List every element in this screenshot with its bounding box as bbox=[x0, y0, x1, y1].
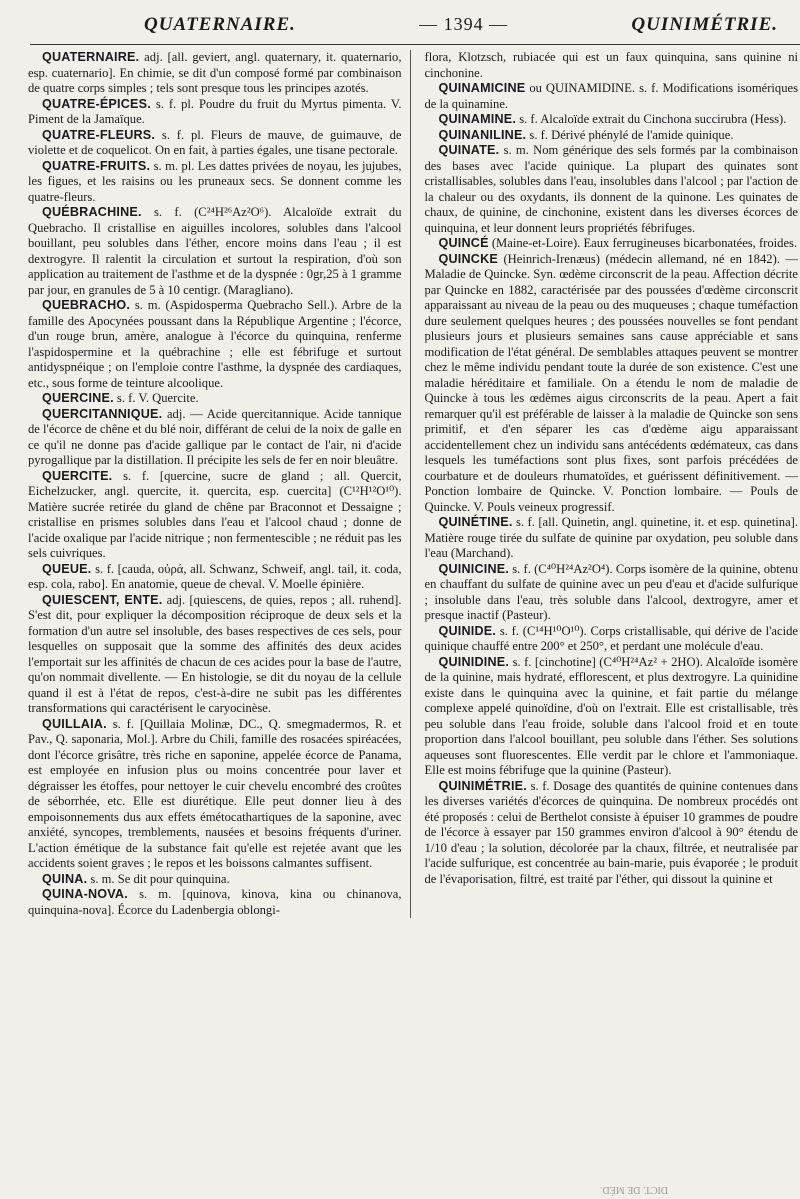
dictionary-entry bbox=[425, 562, 799, 624]
entry-headword: QUINA-NOVA. bbox=[42, 887, 128, 901]
entry-text: s. m. (Aspidosperma Quebracho Sell.). Arbre de la famille des Apocynées poussant dans la République Argentine ; l'écorce, d'un rouge brun, amère, analogue à l'écorce du quinquina, renferme l'aspidospermine et la québrachine ; elle est fébrifuge et surtout antidyspnéique ; on l'emploie contre l'asthme, la dyspnée des cardiaques, etc., sous forme de teinture alcoolique. bbox=[28, 298, 402, 390]
entry-text: (Maine-et-Loire). Eaux ferrugineuses bicarbonatées, froides. bbox=[488, 236, 798, 250]
dictionary-entry bbox=[28, 407, 402, 469]
entry-headword: QUÉBRACHINE. bbox=[42, 205, 142, 219]
text-columns bbox=[28, 50, 798, 918]
entry-text: s. m. [quinova, kinova, kina ou chinanova, quinquina-nova]. Écorce du Ladenbergia oblongi- bbox=[28, 887, 402, 917]
dictionary-entry bbox=[28, 391, 402, 407]
dictionary-entry bbox=[28, 593, 402, 717]
dictionary-entry bbox=[28, 469, 402, 562]
entry-text: s. f. pl. Poudre du fruit du Myrtus pimenta. V. Piment de la Jamaïque. bbox=[28, 96, 402, 126]
entry-headword: QUATRE-FRUITS. bbox=[42, 158, 151, 173]
entry-headword: QUINÉTINE. bbox=[438, 515, 513, 529]
header-left-word: QUATERNAIRE. bbox=[144, 14, 296, 35]
dictionary-entry bbox=[425, 252, 799, 516]
entry-headword: QUATRE-FLEURS. bbox=[42, 127, 156, 142]
entry-text: s. m. Nom générique des sels formés par la combinaison des bases avec l'acide quinique. La plupart des quinates sont cristallisables, solubles dans l'eau, insolubles dans l'alcool ; par l'action de la chaleur ou des oxydants, ils donnent de la quinone. Les quinates de chaux, de quinine, de cinchonine, existent dans les diverses écorces de quinquina, et leur donnent leurs propriétés fébrifuges. bbox=[424, 143, 798, 235]
dictionary-entry bbox=[425, 128, 799, 144]
dictionary-entry bbox=[28, 159, 402, 206]
entry-text: s. m. Se dit pour quinquina. bbox=[87, 871, 230, 886]
dictionary-entry bbox=[425, 112, 799, 128]
dictionary-entry bbox=[28, 562, 402, 593]
dictionary-entry bbox=[28, 128, 402, 159]
dictionary-entry bbox=[425, 50, 799, 81]
dictionary-entry bbox=[425, 143, 799, 236]
entry-headword: QUINIDINE. bbox=[438, 654, 510, 669]
entry-text: s. m. pl. Les dattes privées de noyau, les jujubes, les figues, et les raisins ou les pruneaux secs. Se donnent comme les quatre-fleurs. bbox=[28, 158, 402, 204]
dictionary-entry bbox=[28, 872, 402, 888]
entry-headword: QUINANILINE. bbox=[438, 127, 527, 142]
entry-headword: QUINAMICINE bbox=[438, 81, 526, 95]
entry-text: s. f. pl. Fleurs de mauve, de guimauve, de violette et de coquelicot. On en fait, à parties égales, une tisane pectorale. bbox=[28, 127, 402, 157]
entry-text: s. f. [cinchotine] (C⁴⁰H²⁴Az² + 2HO). Alcaloïde isomère de la quinine, mais hydraté, efflorescent, et plus dextrogyre. La quinidine existe dans le quinquina avec la quinine, et fait partie du mélange complexe appelé quinoïdine, d'où on l'extrait. Elle est cristallisable, très peu soluble dans l'eau froide, soluble dans l'alcool froid et en toute proportion dans l'alcool bouillant, peu soluble dans l'éther. Ses solutions aqueuses sont fluorescentes. Elle verdit par le chlore et l'ammoniaque. Elle est moins fébrifuge que la quinine (Pasteur). bbox=[424, 654, 798, 777]
footer-mark: DICT. DE MÉD. bbox=[600, 1184, 669, 1195]
dictionary-entry bbox=[28, 298, 402, 391]
entry-text: adj. [all. geviert, angl. quaternary, it. quaternario, esp. cuaternario]. En chimie, se dit d'un composé formé par combinaison de quatre corps simples ; tels sont presque tous les principes azotés. bbox=[28, 50, 402, 95]
dictionary-entry bbox=[28, 50, 402, 97]
entry-text: flora, Klotzsch, rubiacée qui est un faux quinquina, sans quinine ni cinchonine. bbox=[424, 50, 798, 80]
entry-text: s. f. [quercine, sucre de gland ; all. Quercit, Eichelzucker, angl. quercite, it. quercita, esp. cuercita] (C¹²H¹²O¹⁰). Matière sucrée retirée du gland de chêne par Braconnot et Dessaigne ; cristallise en prismes solubles dans l'eau et l'alcool chaud ; donne de l'acide oxalique par l'acide nitrique ; non fermentescible ; ne réduit pas les sels cuivriques. bbox=[28, 468, 402, 560]
left-column bbox=[28, 50, 411, 918]
entry-text: s. f. Alcaloïde extrait du Cinchona succirubra (Hess). bbox=[516, 112, 787, 126]
dictionary-entry bbox=[28, 887, 402, 918]
entry-text: s. f. [all. Quinetin, angl. quinetine, it. et esp. quinetina]. Matière rouge tirée du sulfate de quinine par oxydation, peu soluble dans l'eau (Marchand). bbox=[424, 515, 798, 560]
page-number: — 1394 — bbox=[419, 14, 509, 34]
entry-text: s. f. Dosage des quantités de quinine contenues dans les diverses variétés d'écorces de quinquina. De nombreux procédés ont été proposés : celui de Berthelot consiste à épuiser 10 grammes de poudre de l'écorce à essayer par 150 grammes environ d'alcool à 90° étendu de 1/10 d'eau ; la solution, décolorée par la chaux, filtrée, et neutralisée par l'acide sulfurique, est concentrée au bain-marie, puis évaporée ; le produit de l'évaporisation, filtré, est traité par l'éther, qui dissout la quinine et bbox=[424, 778, 798, 886]
entry-headword: QUATERNAIRE. bbox=[42, 50, 140, 64]
dictionary-entry bbox=[28, 717, 402, 872]
entry-text: s. f. V. Quercite. bbox=[113, 391, 199, 405]
entry-headword: QUINAMINE. bbox=[438, 112, 517, 126]
entry-headword: QUERCITANNIQUE. bbox=[42, 406, 163, 421]
entry-headword: QUATRE-ÉPICES. bbox=[42, 96, 151, 111]
entry-text: (Heinrich-Irenæus) (médecin allemand, né en 1842). — Maladie de Quincke. Syn. œdème circonscrit de la peau. Affection décrite par Quincke en 1882, caractérisée par des poussées d'œdème circonscrit apparaissant au niveau de la peau ou des muqueuses ; chaque tuméfaction dure seulement quelques heures ; des poussées nouvelles se font pendant plusieurs jours et plusieurs semaines sans cause appréciable et sans modification de l'état général. De semblables attaques peuvent se montrer chez le même individu pendant toute la durée de son existence. C'est une maladie héréditaire et familiale. On a étendu le nom de maladie de Quincke à tous les œdèmes aigus circonscrits de la peau. Apert a fait remarquer qu'il est préférable de laisser à la maladie de Quincke son sens primitif, et d'en séparer les cas d'œdème aigu apparaissant accidentellement chez un individu sans antécédents œdémateux, cas dans lesquels les tuméfactions sont plus fixes, sont parfois précédées de courbature et de douleurs rhumatoïdes, et guérissent définitivement. — Ponction lombaire de Quincke. V. Ponction lombaire. — Pouls de Quincke. V. Pouls veineux progressif. bbox=[424, 251, 798, 514]
entry-headword: QUINICINE. bbox=[438, 561, 510, 576]
entry-headword: QUIESCENT, ENTE. bbox=[42, 592, 163, 607]
dictionary-entry bbox=[425, 236, 799, 252]
dictionary-entry bbox=[425, 515, 799, 562]
dictionary-entry bbox=[425, 655, 799, 779]
entry-text: adj. — Acide quercitannique. Acide tannique de l'écorce de chêne et du blé noir, différant de celui de la noix de galle en ce qu'il ne donne pas d'acide gallique par le contact de l'air, ni d'acide pyrogallique par la distillation. Il précipite les sels de fer en noir bleuâtre. bbox=[28, 406, 402, 467]
dictionary-entry bbox=[425, 624, 799, 655]
entry-headword: QUINATE. bbox=[438, 143, 500, 157]
entry-headword: QUILLAIA. bbox=[42, 716, 107, 731]
entry-text: s. f. [cauda, οὐρά, all. Schwanz, Schweif, angl. tail, it. coda, esp. cola, rabo]. En anatomie, queue de cheval. V. Moelle épinière. bbox=[28, 561, 402, 591]
entry-text: adj. [quiescens, de quies, repos ; all. ruhend]. S'est dit, pour expliquer la décomposition réciproque de deux sels et la formation d'un autre sel insoluble, des bases respectives de ces sels, pour lesquelles on supposait que la somme des affinités des deux acides l'emportait sur les affinités de chacun de ces acides pour la base de l'autre, qu'on nommait divellente. — En histologie, se dit du noyau de la cellule quand il est à l'état de repos, c'est-à-dire ne subit pas les différentes transformations qui caractérisent le caryocinèse. bbox=[28, 592, 402, 715]
dictionary-entry bbox=[28, 97, 402, 128]
entry-text: s. f. (C²⁴H²⁶Az²O⁶). Alcaloïde extrait du Quebracho. Il cristallise en aiguilles incolores, solubles dans l'alcool bouillant, peu solubles dans l'éther, encore moins dans l'eau ; il est dextrogyre. Il ralentit la circulation et surtout la respiration, d'où son application au traitement de l'asthme et de la dyspnée : 0gr,25 à 1 gramme par jour, en granules de 5 à 10 centigr. (Maragliano). bbox=[28, 205, 402, 297]
entry-headword: QUINCKE bbox=[438, 251, 498, 266]
entry-text: s. f. Dérivé phénylé de l'amide quinique. bbox=[526, 127, 734, 142]
dictionary-entry bbox=[425, 81, 799, 112]
header-right-word: QUINIMÉTRIE. bbox=[631, 14, 778, 35]
entry-text: ou QUINAMIDINE. s. f. Modifications isomériques de la quinamine. bbox=[424, 81, 798, 111]
entry-headword: QUEBRACHO. bbox=[42, 298, 131, 312]
entry-headword: QUINIMÉTRIE. bbox=[438, 778, 527, 793]
dictionary-entry bbox=[28, 205, 402, 298]
dictionary-entry bbox=[425, 779, 799, 888]
entry-headword: QUERCINE. bbox=[42, 391, 114, 405]
entry-headword: QUEUE. bbox=[42, 561, 92, 576]
entry-headword: QUERCITE. bbox=[42, 468, 113, 483]
running-header bbox=[14, 14, 786, 44]
entry-headword: QUINIDE. bbox=[438, 623, 497, 638]
entry-headword: QUINCÉ bbox=[438, 236, 489, 250]
entry-text: s. f. [Quillaia Molinæ, DC., Q. smegmadermos, R. et Pav., Q. saponaria, Mol.]. Arbre du Chili, famille des rosacées spiréacées, dont l'écorce grisâtre, très riche en saponine, appelée écorce de Panama, est employée en infusion plus ou moins concentrée pour laver et dégraisser les étoffes, pour nettoyer le cuir chevelu encombré des croûtes de séborrhée, etc. Elle est diurétique. Elle peut donner lieu à des empoisonnements dus aux effets émétocathartiques de la saponine, avec anxiété, syncopes, tremblements, nausées et besoins fréquents d'uriner. L'action émétique de la substance fait qu'elle est rejetée avant que les accidents soient graves ; le repos et les boissons calmantes suffisent. bbox=[28, 716, 402, 870]
entry-text: s. f. (C⁴⁰H²⁴Az²O⁴). Corps isomère de la quinine, obtenu en chauffant du sulfate de quinine avec un peu d'eau et d'acide sulfurique ; insoluble dans l'eau, très soluble dans l'alcool, dextrogyre, amer et presque inactif (Pasteur). bbox=[424, 561, 798, 622]
right-column bbox=[425, 50, 799, 918]
entry-headword: QUINA. bbox=[42, 871, 88, 886]
header-rule bbox=[30, 44, 800, 45]
entry-text: s. f. (C¹⁴H¹⁰O¹⁰). Corps cristallisable, qui dérive de l'acide quinique chauffé entre 200° et 250°, et perdant une molécule d'eau. bbox=[424, 623, 798, 653]
